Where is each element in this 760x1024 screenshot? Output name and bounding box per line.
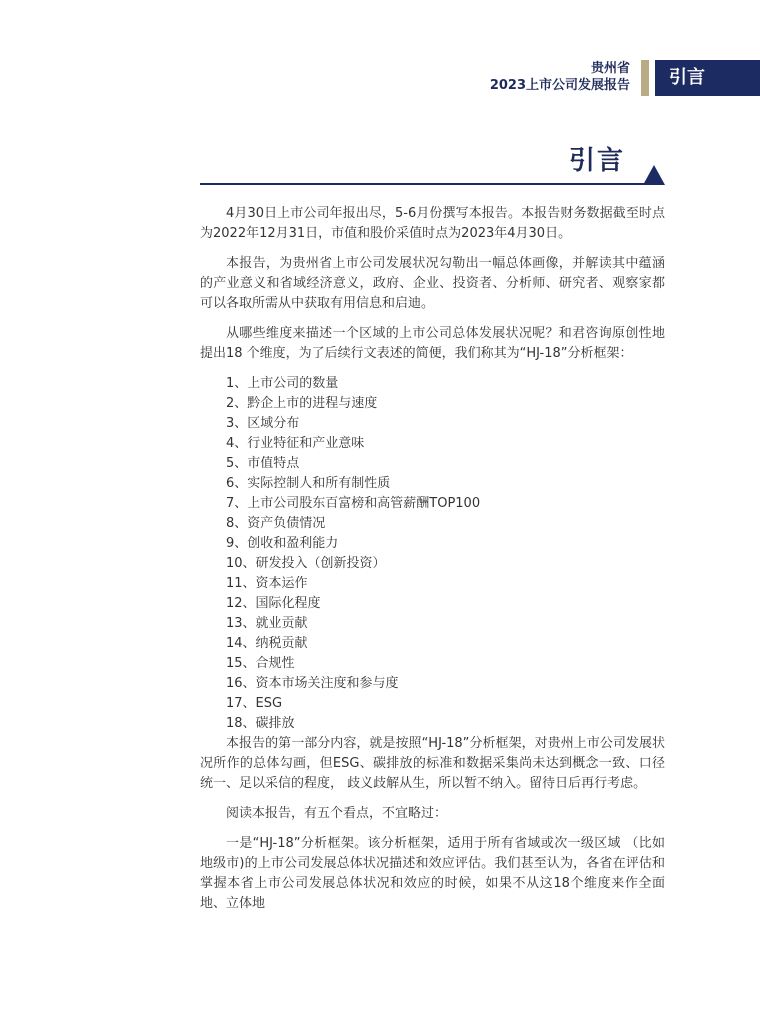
paragraph: 一是“HJ-18”分析框架。该分析框架，适用于所有省域或次一级区域 （比如地级市)的上市公司发展总体状况描述和效应评估。我们甚至认为，各省在评估和掌握本省上市公司发展总体状况和效应的时候，如果不从这18个维度来作全面地、立体地 [200,836,665,911]
list-item: 12、国际化程度 [226,596,321,611]
list-item: 18、碳排放 [226,716,295,731]
list-item: 1、上市公司的数量 [226,376,339,391]
dimension-list [226,374,665,734]
list-item: 17、ESG [226,696,283,711]
paragraph: 从哪些维度来描述一个区域的上市公司总体发展状况呢？和君咨询原创性地提出18 个维度，为了后续行文表述的简便，我们称其为“HJ-18”分析框架： [200,326,665,361]
header-accent-bar [641,60,649,96]
list-item: 13、就业贡献 [226,616,308,631]
list-item: 9、创收和盈利能力 [226,536,339,551]
list-item: 6、实际控制人和所有制性质 [226,476,391,491]
list-item: 8、资产负债情况 [226,516,326,531]
list-item: 2、黔企上市的进程与速度 [226,396,378,411]
triangle-marker-icon [643,165,665,185]
list-item: 15、合规性 [226,656,295,671]
paragraph: 本报告的第一部分内容，就是按照“HJ-18”分析框架，对贵州上市公司发展状况所作的总体勾画，但ESG、碳排放的标准和数据采集尚未达到概念一致、口径统一、足以采信的程度， 歧义歧解从生，所以暂不纳入。留待日后再行考虑。 [200,736,665,791]
list-item: 7、上市公司股东百富榜和高管薪酬TOP100 [226,496,481,511]
paragraph: 阅读本报告，有五个看点，不宜略过： [226,806,448,821]
title-divider [200,183,645,185]
list-item: 4、行业特征和产业意味 [226,436,365,451]
paragraph: 4月30日上市公司年报出尽，5-6月份撰写本报告。本报告财务数据截至时点为2022年12月31日，市值和股价采值时点为2023年4月30日。 [200,206,665,241]
list-item: 14、纳税贡献 [226,636,308,651]
chapter-tab: 引言 [655,60,760,96]
list-item: 5、市值特点 [226,456,300,471]
report-header [490,60,630,94]
header-province: 贵州省 [590,61,630,76]
body-content [200,204,665,924]
section-title: 引言 [568,146,625,176]
list-item: 16、资本市场关注度和参与度 [226,676,399,691]
header-report-title: 2023上市公司发展报告 [489,78,630,93]
paragraph: 本报告，为贵州省上市公司发展状况勾勒出一幅总体画像，并解读其中蕴涵的产业意义和省域经济意义，政府、企业、投资者、分析师、研究者、观察家都可以各取所需从中获取有用信息和启迪。 [200,256,665,311]
list-item: 3、区域分布 [226,416,300,431]
list-item: 11、资本运作 [226,576,308,591]
list-item: 10、研发投入（创新投资） [226,556,386,571]
